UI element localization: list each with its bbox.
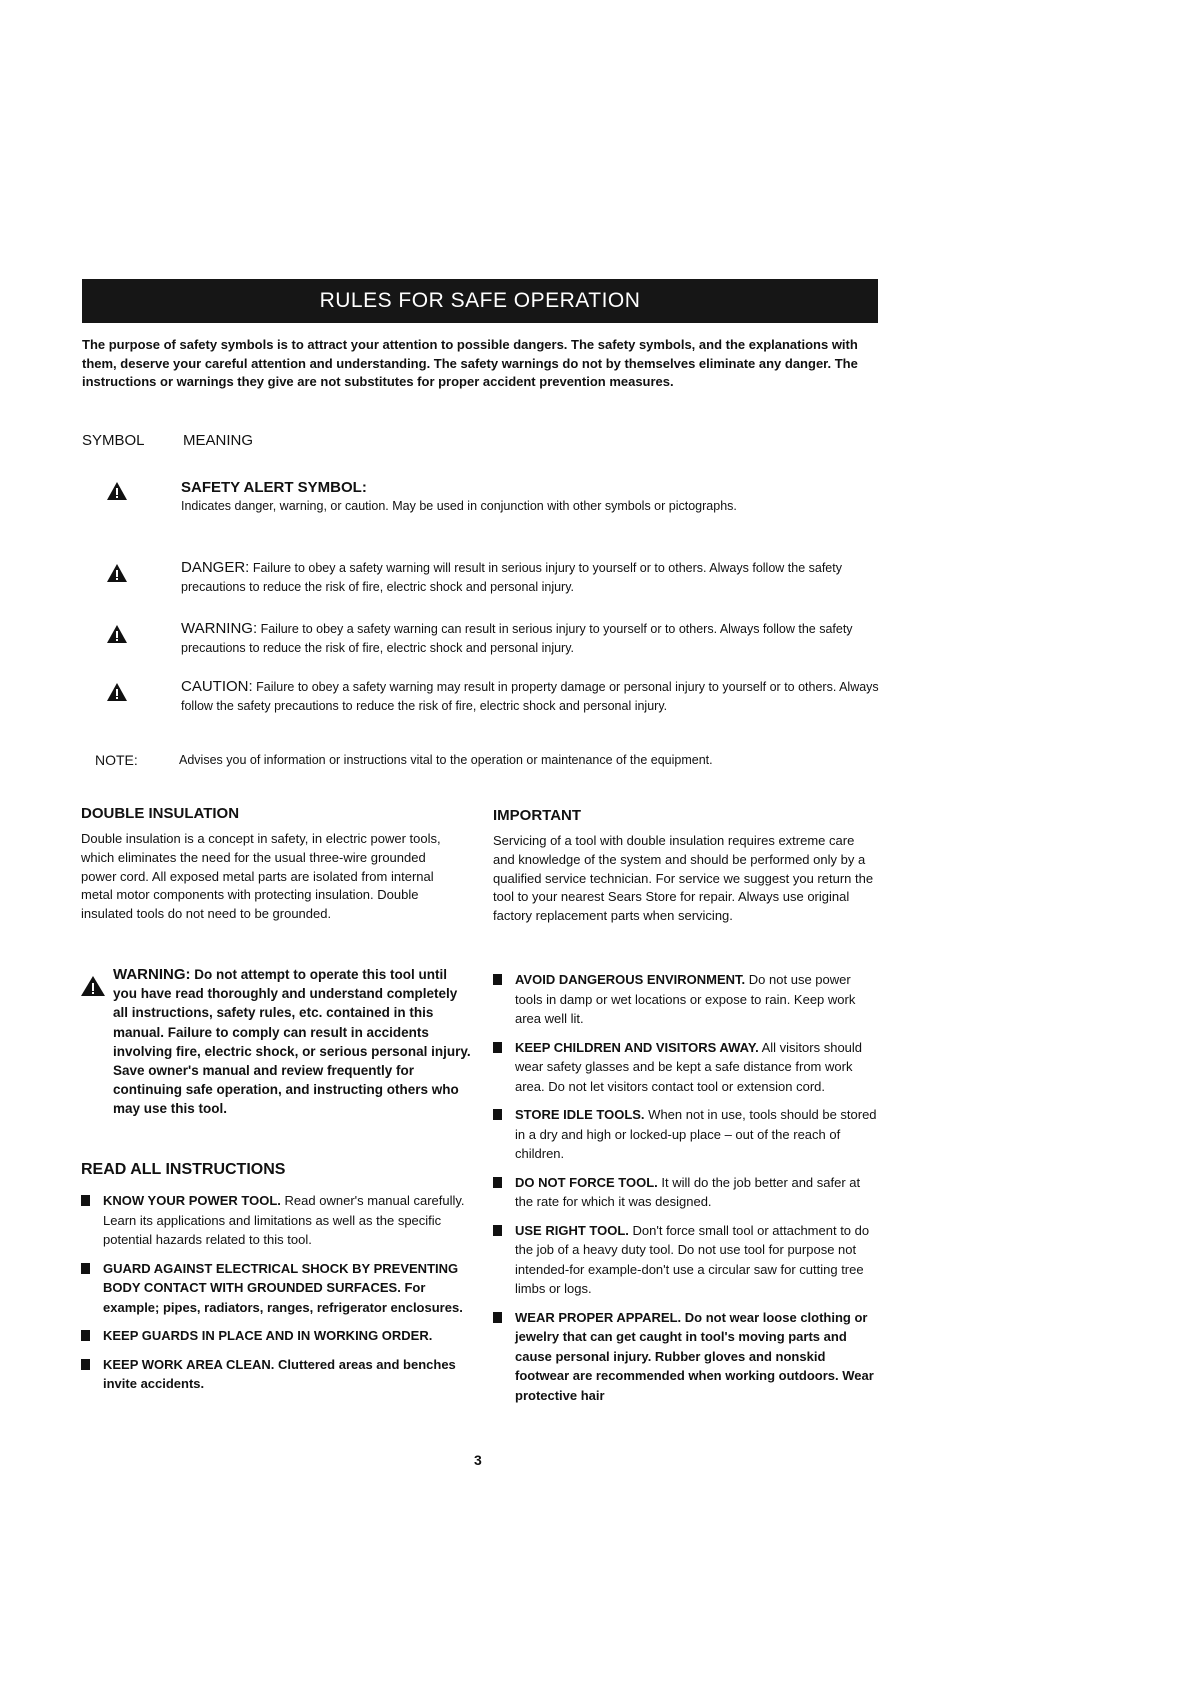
operate-warning: [113, 965, 473, 1119]
warning-box-triangle-icon: [80, 975, 106, 997]
caution-triangle-icon: [106, 682, 128, 702]
danger-triangle-icon: [106, 563, 128, 583]
list-item: WEAR PROPER APPAREL. Do not wear loose clothing or jewelry that can get caught in tool's moving parts and cause personal injury. Rubber gloves and nonskid footwear are recommended when working outdoors. Wear protective hair: [493, 1308, 878, 1406]
meaning-column-heading: MEANING: [183, 432, 254, 449]
safety-alert-triangle-icon: [106, 481, 128, 501]
alert-symbol-heading: SAFETY ALERT SYMBOL:: [181, 479, 367, 496]
page-number: 3: [474, 1452, 482, 1468]
symbol-entry-warning: [181, 619, 881, 658]
read-all-heading: READ ALL INSTRUCTIONS: [81, 1161, 286, 1178]
bullet-square-icon: [81, 1359, 90, 1370]
bullet-square-icon: [81, 1195, 90, 1206]
symbol-column-heading: SYMBOL: [82, 432, 145, 449]
list-item: KEEP CHILDREN AND VISITORS AWAY. All visitors should wear safety glasses and be kept a safe distance from work area. Do not let visitors contact tool or extension cord.: [493, 1038, 878, 1097]
alert-symbol-text: Indicates danger, warning, or caution. May be used in conjunction with other symbols or pictographs.: [181, 499, 737, 513]
safety-rules-list: [493, 970, 878, 1414]
note-label: NOTE:: [95, 752, 138, 768]
symbol-entry-caution: [181, 677, 881, 716]
warning-triangle-icon: [106, 624, 128, 644]
list-item: KEEP GUARDS IN PLACE AND IN WORKING ORDER.: [81, 1326, 467, 1346]
section-banner: RULES FOR SAFE OPERATION: [82, 279, 878, 323]
double-insulation-text: Double insulation is a concept in safety, in electric power tools, which eliminates the need for the usual three-wire grounded power cord. All exposed metal parts are isolated from internal metal motor components with protecting insulation. Double insulated tools do not need to be grounded.: [81, 831, 441, 922]
list-item: KNOW YOUR POWER TOOL. Read owner's manual carefully. Learn its applications and limitations as well as the specific potential hazards related to this tool.: [81, 1191, 467, 1250]
bullet-square-icon: [493, 974, 502, 985]
danger-text: Failure to obey a safety warning will result in serious injury to yourself or to others. Always follow the safety precautions to reduce the risk of fire, electric shock and personal injury.: [181, 561, 842, 594]
list-item: GUARD AGAINST ELECTRICAL SHOCK BY PREVENTING BODY CONTACT WITH GROUNDED SURFACES. For example; pipes, radiators, ranges, refrigerator enclosures.: [81, 1259, 467, 1318]
bullet-square-icon: [493, 1042, 502, 1053]
caution-text: Failure to obey a safety warning may result in property damage or personal injury to yourself or to others. Always follow the safety precautions to reduce the risk of fire, electric shock and personal injury.: [181, 680, 879, 713]
list-item: AVOID DANGEROUS ENVIRONMENT. Do not use power tools in damp or wet locations or expose to rain. Keep work area well lit.: [493, 970, 878, 1029]
warning-label: WARNING:: [181, 620, 258, 637]
bullet-square-icon: [493, 1312, 502, 1323]
list-item: USE RIGHT TOOL. Don't force small tool or attachment to do the job of a heavy duty tool. Do not use tool for purpose not intended-for example-don't use a circular saw for cutting tree limbs or logs.: [493, 1221, 878, 1299]
symbol-entry-alert: [181, 478, 881, 516]
bullet-square-icon: [493, 1109, 502, 1120]
bullet-square-icon: [81, 1330, 90, 1341]
warning-text: Failure to obey a safety warning can result in serious injury to yourself or to others. Always follow the safety precautions to reduce the risk of fire, electric shock and personal injury.: [181, 622, 853, 655]
bullet-square-icon: [493, 1177, 502, 1188]
symbol-entry-danger: [181, 558, 881, 597]
important-text: Servicing of a tool with double insulation requires extreme care and knowledge of the system and should be performed only by a qualified service technician. For service we suggest you return the tool to your nearest Sears Store for repair. Always use original factory replacement parts when servicing.: [493, 833, 874, 924]
operate-warning-label: WARNING:: [113, 966, 191, 983]
list-item: DO NOT FORCE TOOL. It will do the job better and safer at the rate for which it was designed.: [493, 1173, 878, 1212]
bullet-square-icon: [493, 1225, 502, 1236]
danger-label: DANGER:: [181, 559, 250, 576]
operate-warning-text: Do not attempt to operate this tool until you have read thoroughly and understand completely all instructions, safety rules, etc. contained in this manual. Failure to comply can result in accidents involving fire, electric shock, or serious personal injury. Save owner's manual and review frequently for continuing safe operation, and instructing others who may use this tool.: [113, 967, 471, 1117]
caution-label: CAUTION:: [181, 678, 253, 695]
important-heading: IMPORTANT: [493, 807, 582, 824]
double-insulation-heading: DOUBLE INSULATION: [81, 805, 240, 822]
list-item: STORE IDLE TOOLS. When not in use, tools should be stored in a dry and high or locked-up place – out of the reach of children.: [493, 1105, 878, 1164]
bullet-square-icon: [81, 1263, 90, 1274]
intro-paragraph: The purpose of safety symbols is to attract your attention to possible dangers. The safety symbols, and the explanations with them, deserve your careful attention and understanding. The safety warnings do not by themselves eliminate any danger. The instructions or warnings they give are not substitutes for proper accident prevention measures.: [82, 337, 858, 389]
note-text: Advises you of information or instructions vital to the operation or maintenance of the equipment.: [179, 753, 713, 767]
read-all-list: [81, 1191, 467, 1403]
list-item: KEEP WORK AREA CLEAN. Cluttered areas and benches invite accidents.: [81, 1355, 467, 1394]
